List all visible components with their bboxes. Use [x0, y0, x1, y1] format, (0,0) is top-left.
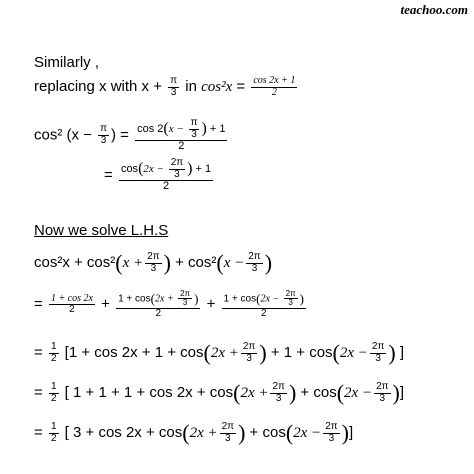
identity-fraction: $\frac{\cos 2x + 1}{2}$ [253, 75, 296, 98]
step-row-3: = $\frac{1}{2}$ [ 3 + cos 2x + cos(2x + $\frac{2\pi}{3}$ ) + cos(2x − $\frac{2\pi}{3}$ )] [34, 420, 354, 445]
first-fraction: $\frac{1 + \cos 2x}{2}$ [50, 292, 93, 316]
replacing-prefix: replacing x with x + [34, 77, 167, 95]
substitution-line: cos² (x − $\frac{\pi}{3}$ ) = cos 2(x − $\frac{\pi}{3}$ ) + 1 2 [34, 117, 226, 152]
cos2x-term: cos²x [201, 78, 233, 95]
lhs-expression: cos²x + cos²(x + $\frac{2\pi}{3}$ ) + cos²(x − $\frac{2\pi}{3}$ ) [34, 250, 273, 275]
simplified-fraction: cos(2x − $\frac{2\pi}{3}$ ) + 1 2 [120, 157, 212, 192]
simplified-line: = cos(2x − $\frac{2\pi}{3}$ ) + 1 2 [104, 157, 212, 192]
pi-over-3: $\frac{\pi}{3}$ [100, 123, 108, 146]
similarly-text: Similarly , [34, 54, 100, 71]
pi-over-3: $\frac{\pi}{3}$ [170, 75, 178, 98]
replacing-line: replacing x with x + $\frac{\pi}{3}$ in cos²x = $\frac{\cos 2x + 1}{2}$ [34, 75, 296, 98]
third-fraction: 1 + cos(2x − $\frac{2\pi}{3}$ ) 2 [223, 289, 304, 319]
step-row-2: = $\frac{1}{2}$ [ 1 + 1 + 1 + cos 2x + cos(2x + $\frac{2\pi}{3}$ ) + cos(2x − $\frac{2\pi}{3}$ )] [34, 380, 405, 405]
second-fraction: 1 + cos(2x + $\frac{2\pi}{3}$ ) 2 [118, 289, 199, 319]
step-row-1: = $\frac{1}{2}$ [1 + cos 2x + 1 + cos(2x + $\frac{2\pi}{3}$ ) + 1 + cos(2x − $\frac{2\pi}{3}$ ) ] [34, 340, 405, 365]
watermark: teachoo.com [400, 2, 468, 17]
substitution-fraction: cos 2(x − $\frac{\pi}{3}$ ) + 1 2 [137, 117, 226, 152]
sum-of-fractions: = $\frac{1 + \cos 2x}{2}$ + 1 + cos(2x + $\frac{2\pi}{3}$ ) 2 + 1 + cos(2x − $\frac{2\pi}{3}$ ) 2 [34, 289, 304, 319]
lhs-heading: Now we solve L.H.S [34, 222, 169, 239]
